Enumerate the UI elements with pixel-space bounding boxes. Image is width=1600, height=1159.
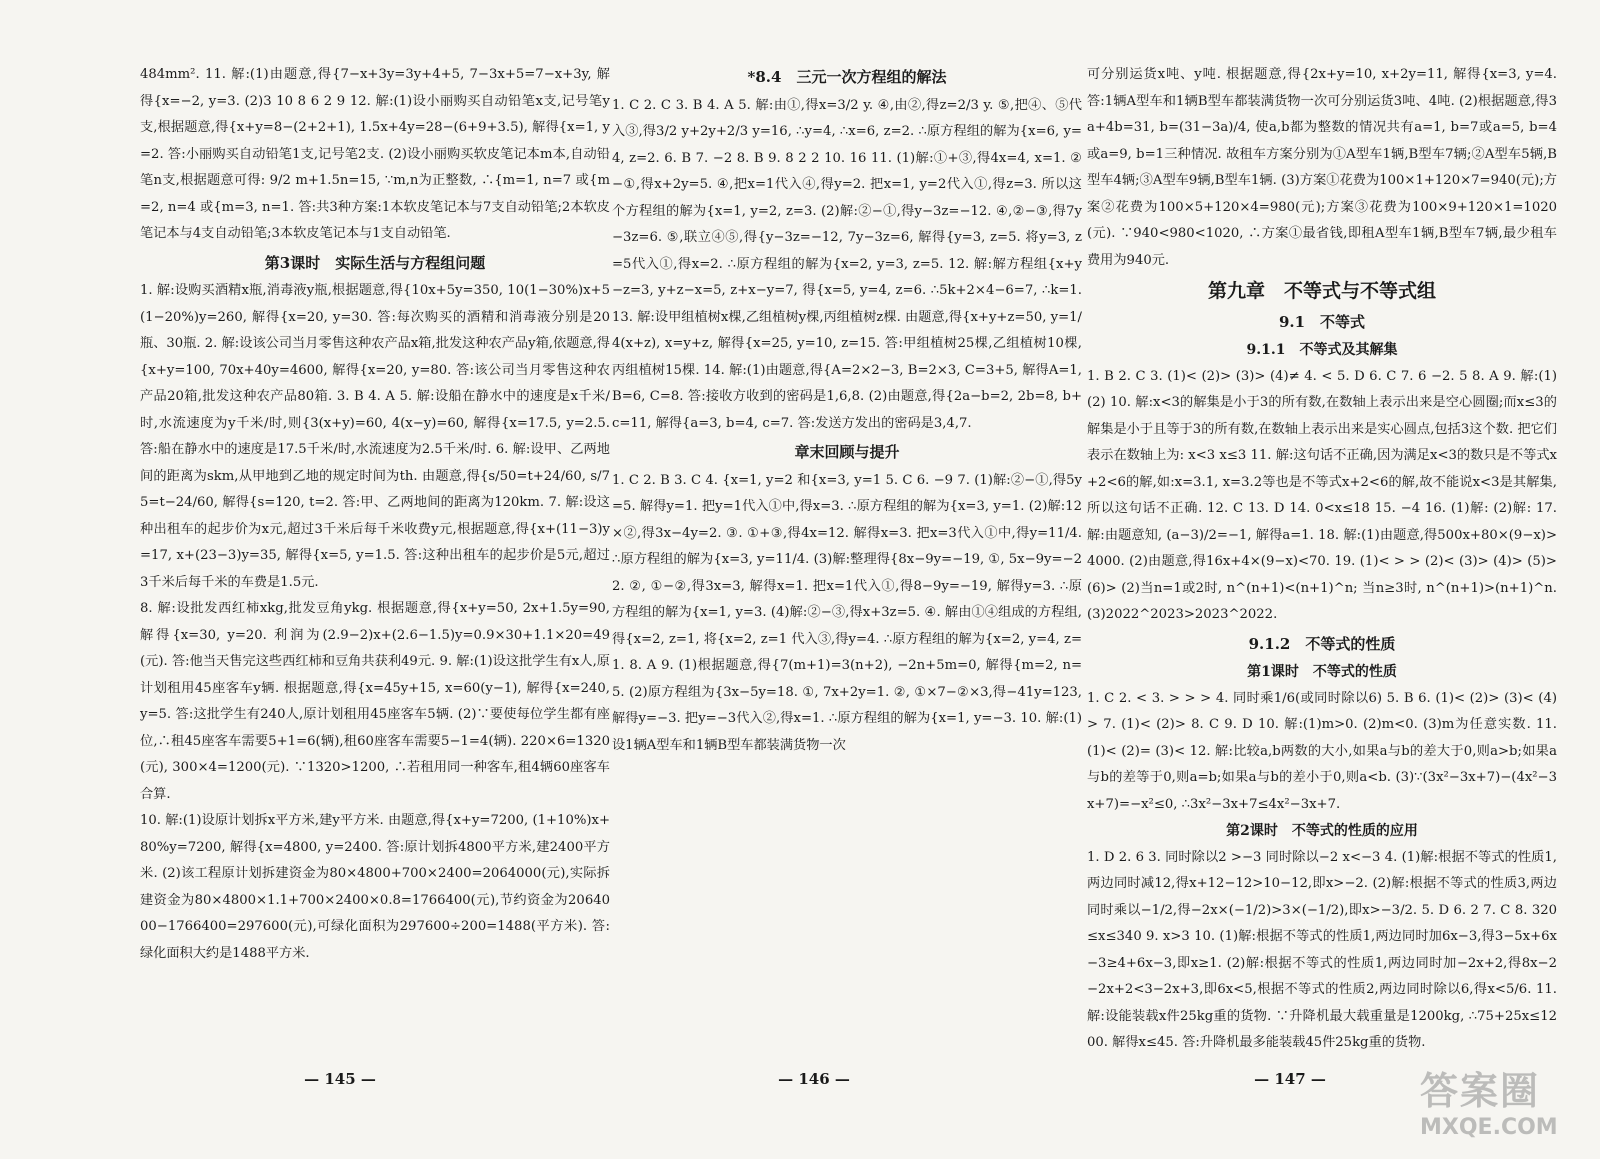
section-heading: *8.4 三元一次方程组的解法 [747, 68, 947, 86]
section-heading: 9.1.2 不等式的性质 [1248, 634, 1396, 653]
watermark-text: 答案圈 [1420, 1069, 1541, 1113]
page-number: — 146 — [778, 1070, 850, 1088]
answer-paragraph: 10. 解:(1)设原计划拆x平方米,建y平方米. 由题意,得{x+y=7200, (1+10%)x+80%y=7200, 解得{x=4800, y=2400. 答:原计划拆4800平方米,建2400平方米. (2)该工程原计划拆建资金为80×4800+700×2400=2064000(元),实际拆建资金为80×4800×1.1+700×2400×0.8=1766400(元),节约资金为2064000−1766400=297600(元),可绿化面积为297600÷200=1488(平方米). 答:绿化面积大约是1488平方米. [140, 813, 610, 961]
section-heading: 9.1 不等式 [1278, 312, 1366, 331]
answer-paragraph: 1. C 2. C 3. B 4. A 5. 解:由①,得x=3/2 y. ④,由②,得z=2/3 y. ⑤,把④、⑤代入③,得3/2 y+2y+2/3 y=16, ∴y=4, ∴x=6, z=2. ∴原方程组的解为{x=6, y=4, z=2. 6. B 7. −2 8. B 9. 8 2 2 10. 16 11. (1)解:①+③,得4x=4, x=1. ②−①,得x+2y=5. ④,把x=1代入④,得y=2. 把x=1, y=2代入①,得z=3. 所以这个方程组的解为{x=1, y=2, z=3. (2)解:②−①,得y−3z=−12. ④,②−③,得7y−3z=6. ⑤,联立④⑤,得{y−3z=−12, 7y−3z=6, 解得{y=3, z=5. 将y=3, z=5代入①,得x=2. ∴原方程组的解为{x=2, y=3, z=5. 12. 解:解方程组{x+y−z=3, y+z−x=5, z+x−y=7, 得{x=5, y=4, z=6. ∴5k+2×4−6=7, ∴k=1. 13. 解:设甲组植树x棵,乙组植树y棵,丙组植树z棵. 由题意,得{x+y+z=50, y=1/4(x+z), x=y+z, 解得{x=25, y=10, z=15. 答:甲组植树25棵,乙组植树10棵,丙组植树15棵. 14. 解:(1)由题意,得{A=2×2−3, B=2×3, C=3+5, 解得A=1, B=6, C=8. 答:接收方收到的密码是1,6,8. (2)由题意,得{2a−b=2, 2b=8, b+c=11, 解得{a=3, b=4, c=7. 答:发送方发出的密码是3,4,7. [612, 97, 1082, 431]
answer-paragraph: 1. 解:设购买酒精x瓶,消毒液y瓶,根据题意,得{10x+5y=350, 10(1−30%)x+5(1−20%)y=260, 解得{x=20, y=30. 答:每次购买的酒精和消毒液分别是20瓶、30瓶. 2. 解:设该公司当月零售这种农产品x箱,批发这种农产品y箱,依题意,得{x+y=100, 70x+40y=4600, 解得{x=20, y=80. 答:该公司当月零售这种农产品20箱,批发这种农产品80箱. 3. B 4. A 5. 解:设船在静水中的速度是x千米/时,水流速度为y千米/时,则{3(x+y)=60, 4(x−y)=60, 解得{x=17.5, y=2.5. 答:船在静水中的速度是17.5千米/时,水流速度为2.5千米/时. 6. 解:设甲、乙两地间的距离为skm,从甲地到乙地的规定时间为th. 由题意,得{s/50=t+24/60, s/75=t−24/60, 解得{s=120, t=2. 答:甲、乙两地间的距离为120km. 7. 解:设这种出租车的起步价为x元,超过3千米后每千米收费y元,根据题意,得{x+(11−3)y=17, x+(23−3)y=35, 解得{x=5, y=1.5. 答:这种出租车的起步价是5元,超过3千米后每千米的车费是1.5元. [140, 283, 610, 590]
answer-paragraph: 484mm². 11. 解:(1)由题意,得{7−x+3y=3y+4+5, 7−3x+5=7−x+3y, 解得{x=−2, y=3. (2)3 10 8 6 2 9 12. 解:(1)设小丽购买自动铅笔x支,记号笔y支,根据题意,得{x+y=8−(2+2+1), 1.5x+4y=28−(6+9+3.5), 解得{x=1, y=2. 答:小丽购买自动铅笔1支,记号笔2支. (2)设小丽购买软皮笔记本m本,自动铅笔n支,根据题意可得: 9/2 m+1.5n=15, ∵m,n为正整数, ∴{m=1, n=7 或{m=2, n=4 或{m=3, n=1. 答:共3种方案:1本软皮笔记本与7支自动铅笔;2本软皮笔记本与4支自动铅笔;3本软皮笔记本与1支自动铅笔. [140, 67, 610, 241]
page-number: — 145 — [304, 1070, 376, 1088]
answer-paragraph: 1. B 2. C 3. (1)< (2)> (3)> (4)≠ 4. < 5. D 6. C 7. 6 −2. 5 8. A 9. 解:(1) (2) 10. 解:x<3的解集是小于3的所有数,在数轴上表示出来是空心圆圈;而x≤3的解集是小于且等于3的所有数,在数轴上表示出来是实心圆点,包括3这个数. 把它们表示在数轴上为: x<3 x≤3 11. 解:这句话不正确,因为满足x<3的数只是不等式x+2<6的解,如:x=3.1, x=3.2等也是不等式x+2<6的解,故不能说x<3是其解集,所以这句话不正确. 12. C 13. D 14. 0<x≤18 15. −4 16. (1)解: (2)解: 17. 解:由题意知, (a−3)/2=−1, 解得a=1. 18. 解:(1)由题意,得500x+80×(9−x)>4000. (2)由题意,得16x+4×(9−x)<70. 19. (1)< > > (2)< (3)> (4)> (5)> (6)> (2)当n=1或2时, n^(n+1)<(n+1)^n; 当n≥3时, n^(n+1)>(n+1)^n. (3)2022^2023>2023^2022. [1087, 368, 1557, 622]
watermark-url: MXQE.COM [1420, 1115, 1558, 1140]
answer-paragraph: 1. C 2. < 3. > > > 4. 同时乘1/6(或同时除以6) 5. B 6. (1)< (2)> (3)< (4)> 7. (1)< (2)> 8. C 9. D 10. 解:(1)m>0. (2)m<0. (3)m为任意实数. 11. (1)< (2)= (3)< 12. 解:比较a,b两数的大小,如果a与b的差大于0,则a>b;如果a与b的差等于0,则a=b;如果a与b的差小于0,则a<b. (3)∵(3x²−3x+7)−(4x²−3x+7)=−x²≤0, ∴3x²−3x+7≤4x²−3x+7. [1087, 690, 1557, 812]
column-page-146 [612, 62, 1082, 759]
answer-paragraph: 1. C 2. B 3. C 4. {x=1, y=2 和{x=3, y=1 5. C 6. −9 7. (1)解:②−①,得5y=5. 解得y=1. 把y=1代入①中,得x=3. ∴原方程组的解为{x=3, y=1. (2)解:12×②,得3x−4y=2. ③. ①+③,得4x=12. 解得x=3. 把x=3代入①中,得y=11/4. ∴原方程组的解为{x=3, y=11/4. (3)解:整理得{8x−9y=−19, ①, 5x−9y=−22. ②, ①−②,得3x=3, 解得x=1. 把x=1代入①,得8−9y=−19, 解得y=3. ∴原方程组的解为{x=1, y=3. (4)解:②−③,得x+3z=5. ④. 解由①④组成的方程组,得{x=2, z=1, 将{x=2, z=1 代入③,得y=4. ∴原方程组的解为{x=2, y=4, z=1. 8. A 9. (1)根据题意,得{7(m+1)=3(n+2), −2n+5m=0, 解得{m=2, n=5. (2)原方程组为{3x−5y=18. ①, 7x+2y=1. ②, ①×7−②×3,得−41y=123, 解得y=−3. 把y=−3代入②,得x=1. ∴原方程组的解为{x=1, y=−3. 10. 解:(1)设1辆A型车和1辆B型车都装满货物一次 [612, 472, 1082, 753]
subsection-heading: 9.1.1 不等式及其解集 [1246, 342, 1398, 358]
column-page-147 [1087, 62, 1557, 1057]
subsection-heading: 第1课时 不等式的性质 [1247, 664, 1397, 680]
section-heading: 章末回顾与提升 [794, 443, 900, 461]
answer-paragraph: 可分别运货x吨、y吨. 根据题意,得{2x+y=10, x+2y=11, 解得{x=3, y=4. 答:1辆A型车和1辆B型车都装满货物一次可分别运货3吨、4吨. (2)根据题意,得3a+4b=31, b=(31−3a)/4, 使a,b都为整数的情况共有a=1, b=7或a=5, b=4或a=9, b=1三种情况. 故租车方案分别为①A型车1辆,B型车7辆;②A型车5辆,B型车4辆;③A型车9辆,B型车1辆. (3)方案①花费为100×1+120×7=940(元);方案②花费为100×5+120×4=980(元);方案③花费为100×9+120×1=1020(元). ∵940<980<1020, ∴方案①最省钱,即租A型车1辆,B型车7辆,最少租车费用为940元. [1087, 67, 1557, 268]
answer-paragraph: 1. D 2. 6 3. 同时除以2 >−3 同时除以−2 x<−3 4. (1)解:根据不等式的性质1,两边同时减12,得x+12−12>10−12,即x>−2. (2)解:根据不等式的性质3,两边同时乘以−1/2,得−2x×(−1/2)>3×(−1/2),即x>−3/2. 5. D 6. 2 7. C 8. 320≤x≤340 9. x>3 10. (1)解:根据不等式的性质1,两边同时加6x−3,得3−5x+6x−3≥4+6x−3,即x≥1. (2)解:根据不等式的性质1,两边同时加−2x+2,得8x−2−2x+2<3−2x+3,即6x<5,根据不等式的性质2,两边同时除以6,得x<5/6. 11. 解:设能装载x件25kg重的货物. ∵升降机最大载重量是1200kg, ∴75+25x≤1200. 解得x≤45. 答:升降机最多能装载45件25kg重的货物. [1087, 849, 1557, 1050]
answer-paragraph: 8. 解:设批发西红柿xkg,批发豆角ykg. 根据题意,得{x+y=50, 2x+1.5y=90, 解得{x=30, y=20. 利润为(2.9−2)x+(2.6−1.5)y=0.9×30+1.1×20=49(元). 答:他当天售完这些西红柿和豆角共获利49元. 9. 解:(1)设这批学生有x人,原计划租用45座客车y辆. 根据题意,得{x=45y+15, x=60(y−1), 解得{x=240, y=5. 答:这批学生有240人,原计划租用45座客车5辆. (2)∵要使每位学生都有座位,∴租45座客车需要5+1=6(辆),租60座客车需要5−1=4(辆). 220×6=1320(元), 300×4=1200(元). ∵1320>1200, ∴若租用同一种客车,租4辆60座客车合算. [140, 601, 610, 802]
subsection-heading: 第2课时 不等式的性质的应用 [1226, 823, 1418, 839]
chapter-heading: 第九章 不等式与不等式组 [1207, 280, 1436, 302]
column-page-145 [140, 62, 610, 967]
page-number: — 147 — [1254, 1070, 1326, 1088]
watermark-logo [1420, 1060, 1590, 1150]
section-heading: 第3课时 实际生活与方程组问题 [264, 253, 486, 272]
